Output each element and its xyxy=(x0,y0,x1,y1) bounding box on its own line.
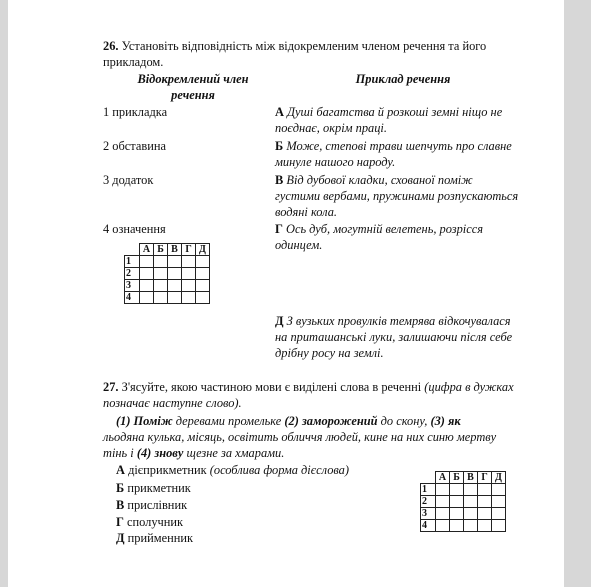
q26-option-g-line2: одинцем. xyxy=(275,238,323,252)
answer-cell[interactable] xyxy=(450,496,464,508)
answer-cell[interactable] xyxy=(196,256,210,268)
grid-col-header: В xyxy=(168,244,182,256)
answer-cell[interactable] xyxy=(464,496,478,508)
grid-col-header: А xyxy=(436,472,450,484)
answer-cell[interactable] xyxy=(450,484,464,496)
q26-left-header-line2: речення xyxy=(171,88,215,102)
answer-cell[interactable] xyxy=(464,484,478,496)
q26-option-v-line2: густими вербами, пружинами розпускаються xyxy=(275,189,519,203)
answer-cell[interactable] xyxy=(154,280,168,292)
q27-prompt-text: З'ясуйте, якою частиною мови є виділені слова в реченні xyxy=(121,380,422,394)
grid-col-header: В xyxy=(464,472,478,484)
answer-cell[interactable] xyxy=(450,508,464,520)
answer-cell[interactable] xyxy=(182,256,196,268)
answer-cell[interactable] xyxy=(478,496,492,508)
grid-row-header: 2 xyxy=(125,268,140,280)
q26-option-v-letter: В xyxy=(275,173,284,187)
answer-cell[interactable] xyxy=(436,508,450,520)
q27-answer-a: А дієприкметник (особлива форма дієслова) xyxy=(116,463,350,477)
answer-cell[interactable] xyxy=(492,484,506,496)
grid-col-header: Г xyxy=(478,472,492,484)
answer-cell[interactable] xyxy=(140,292,154,304)
q26-left-item-4: 4 означення xyxy=(103,222,166,236)
q27-prompt-line2: позначає наступне слово). xyxy=(103,396,242,410)
q27-answer-g: Г сполучник xyxy=(116,515,184,529)
q26-right-header: Приклад речення xyxy=(355,72,451,86)
q26-option-d-line1: Д З вузьких провулків темрява відкочувалася xyxy=(275,314,511,328)
q27-answer-b: Б прикметник xyxy=(116,481,191,495)
answer-cell[interactable] xyxy=(140,280,154,292)
answer-cell[interactable] xyxy=(154,268,168,280)
q26-option-a-letter: А xyxy=(275,105,284,119)
answer-cell[interactable] xyxy=(182,292,196,304)
q26-option-a-line1: А Душі багатства й розкоші земні ніщо не xyxy=(275,105,503,119)
q26-option-b-letter: Б xyxy=(275,139,284,153)
q27-prompt-line1: 27. З'ясуйте, якою частиною мови є виділені слова в реченні (цифра в дужках xyxy=(103,380,514,394)
q27-answer-grid xyxy=(420,471,506,532)
q27-sentence-line3: тінь і (4) знову щезне за хмарами. xyxy=(103,446,285,460)
q26-number: 26. xyxy=(103,39,119,53)
q26-option-d-line3: дрібну росу на землі. xyxy=(275,346,384,360)
grid-col-header: Б xyxy=(154,244,168,256)
q26-option-b-line2: минуле нашого народу. xyxy=(275,155,396,169)
answer-cell[interactable] xyxy=(140,256,154,268)
answer-cell[interactable] xyxy=(182,268,196,280)
answer-cell[interactable] xyxy=(168,256,182,268)
grid-row-header: 1 xyxy=(421,484,436,496)
answer-cell[interactable] xyxy=(478,484,492,496)
answer-cell[interactable] xyxy=(492,508,506,520)
answer-cell[interactable] xyxy=(464,508,478,520)
q26-left-item-2: 2 обставина xyxy=(103,139,166,153)
q26-prompt-line1 xyxy=(103,38,486,54)
q26-option-d-line2: на приташанські луки, залишаючи після себе xyxy=(275,330,513,344)
answer-cell[interactable] xyxy=(182,280,196,292)
grid-col-header: Б xyxy=(450,472,464,484)
answer-cell[interactable] xyxy=(196,292,210,304)
q26-prompt-line2: прикладом. xyxy=(103,55,164,69)
answer-cell[interactable] xyxy=(168,268,182,280)
grid-col-header: А xyxy=(140,244,154,256)
answer-cell[interactable] xyxy=(196,268,210,280)
answer-cell[interactable] xyxy=(168,280,182,292)
answer-cell[interactable] xyxy=(478,508,492,520)
q26-option-v-line3: водяні кола. xyxy=(275,205,338,219)
answer-cell[interactable] xyxy=(196,280,210,292)
q26-left-item-3: 3 додаток xyxy=(103,173,154,187)
answer-cell[interactable] xyxy=(140,268,154,280)
q26-left-header-line1: Відокремлений член xyxy=(137,72,249,86)
answer-cell[interactable] xyxy=(168,292,182,304)
grid-row-header: 4 xyxy=(125,292,140,304)
grid-row-header: 3 xyxy=(421,508,436,520)
q27-sentence-line2: льодяна кулька, місяць, освітить обличчя людей, кине на них синю мертву xyxy=(103,430,497,444)
answer-cell[interactable] xyxy=(464,520,478,532)
q26-option-a-line2: поєднає, окрім праці. xyxy=(275,121,387,135)
q26-prompt-text: Установіть відповідність між відокремленим членом речення та його xyxy=(121,39,487,53)
q26-option-g-line1: Г Ось дуб, могутній велетень, розрісся xyxy=(275,222,483,236)
answer-cell[interactable] xyxy=(154,256,168,268)
answer-cell[interactable] xyxy=(450,520,464,532)
grid-row-header: 1 xyxy=(125,256,140,268)
grid-row-header: 4 xyxy=(421,520,436,532)
grid-row-header: 3 xyxy=(125,280,140,292)
q26-answer-grid xyxy=(124,243,210,304)
grid-col-header: Г xyxy=(182,244,196,256)
answer-cell[interactable] xyxy=(436,484,450,496)
answer-cell[interactable] xyxy=(154,292,168,304)
q27-sentence-line1: (1) Поміж деревами промельке (2) заморожений до скону, (3) як xyxy=(116,414,461,428)
grid-col-header: Д xyxy=(196,244,210,256)
worksheet-page xyxy=(8,0,564,587)
q26-option-v-line1: В Від дубової кладки, схованої поміж xyxy=(275,173,473,187)
q26-option-b-line1: Б Може, степові трави шепчуть про славне xyxy=(275,139,512,153)
q27-number: 27. xyxy=(103,380,119,394)
q26-option-g-letter: Г xyxy=(275,222,283,236)
answer-cell[interactable] xyxy=(492,496,506,508)
answer-cell[interactable] xyxy=(436,496,450,508)
q27-answer-d: Д прийменник xyxy=(116,531,193,545)
q26-option-d-letter: Д xyxy=(275,314,284,328)
q26-left-item-1: 1 прикладка xyxy=(103,105,168,119)
q27-answer-v: В прислівник xyxy=(116,498,188,512)
answer-cell[interactable] xyxy=(478,520,492,532)
answer-cell[interactable] xyxy=(436,520,450,532)
grid-col-header: Д xyxy=(492,472,506,484)
grid-row-header: 2 xyxy=(421,496,436,508)
answer-cell[interactable] xyxy=(492,520,506,532)
